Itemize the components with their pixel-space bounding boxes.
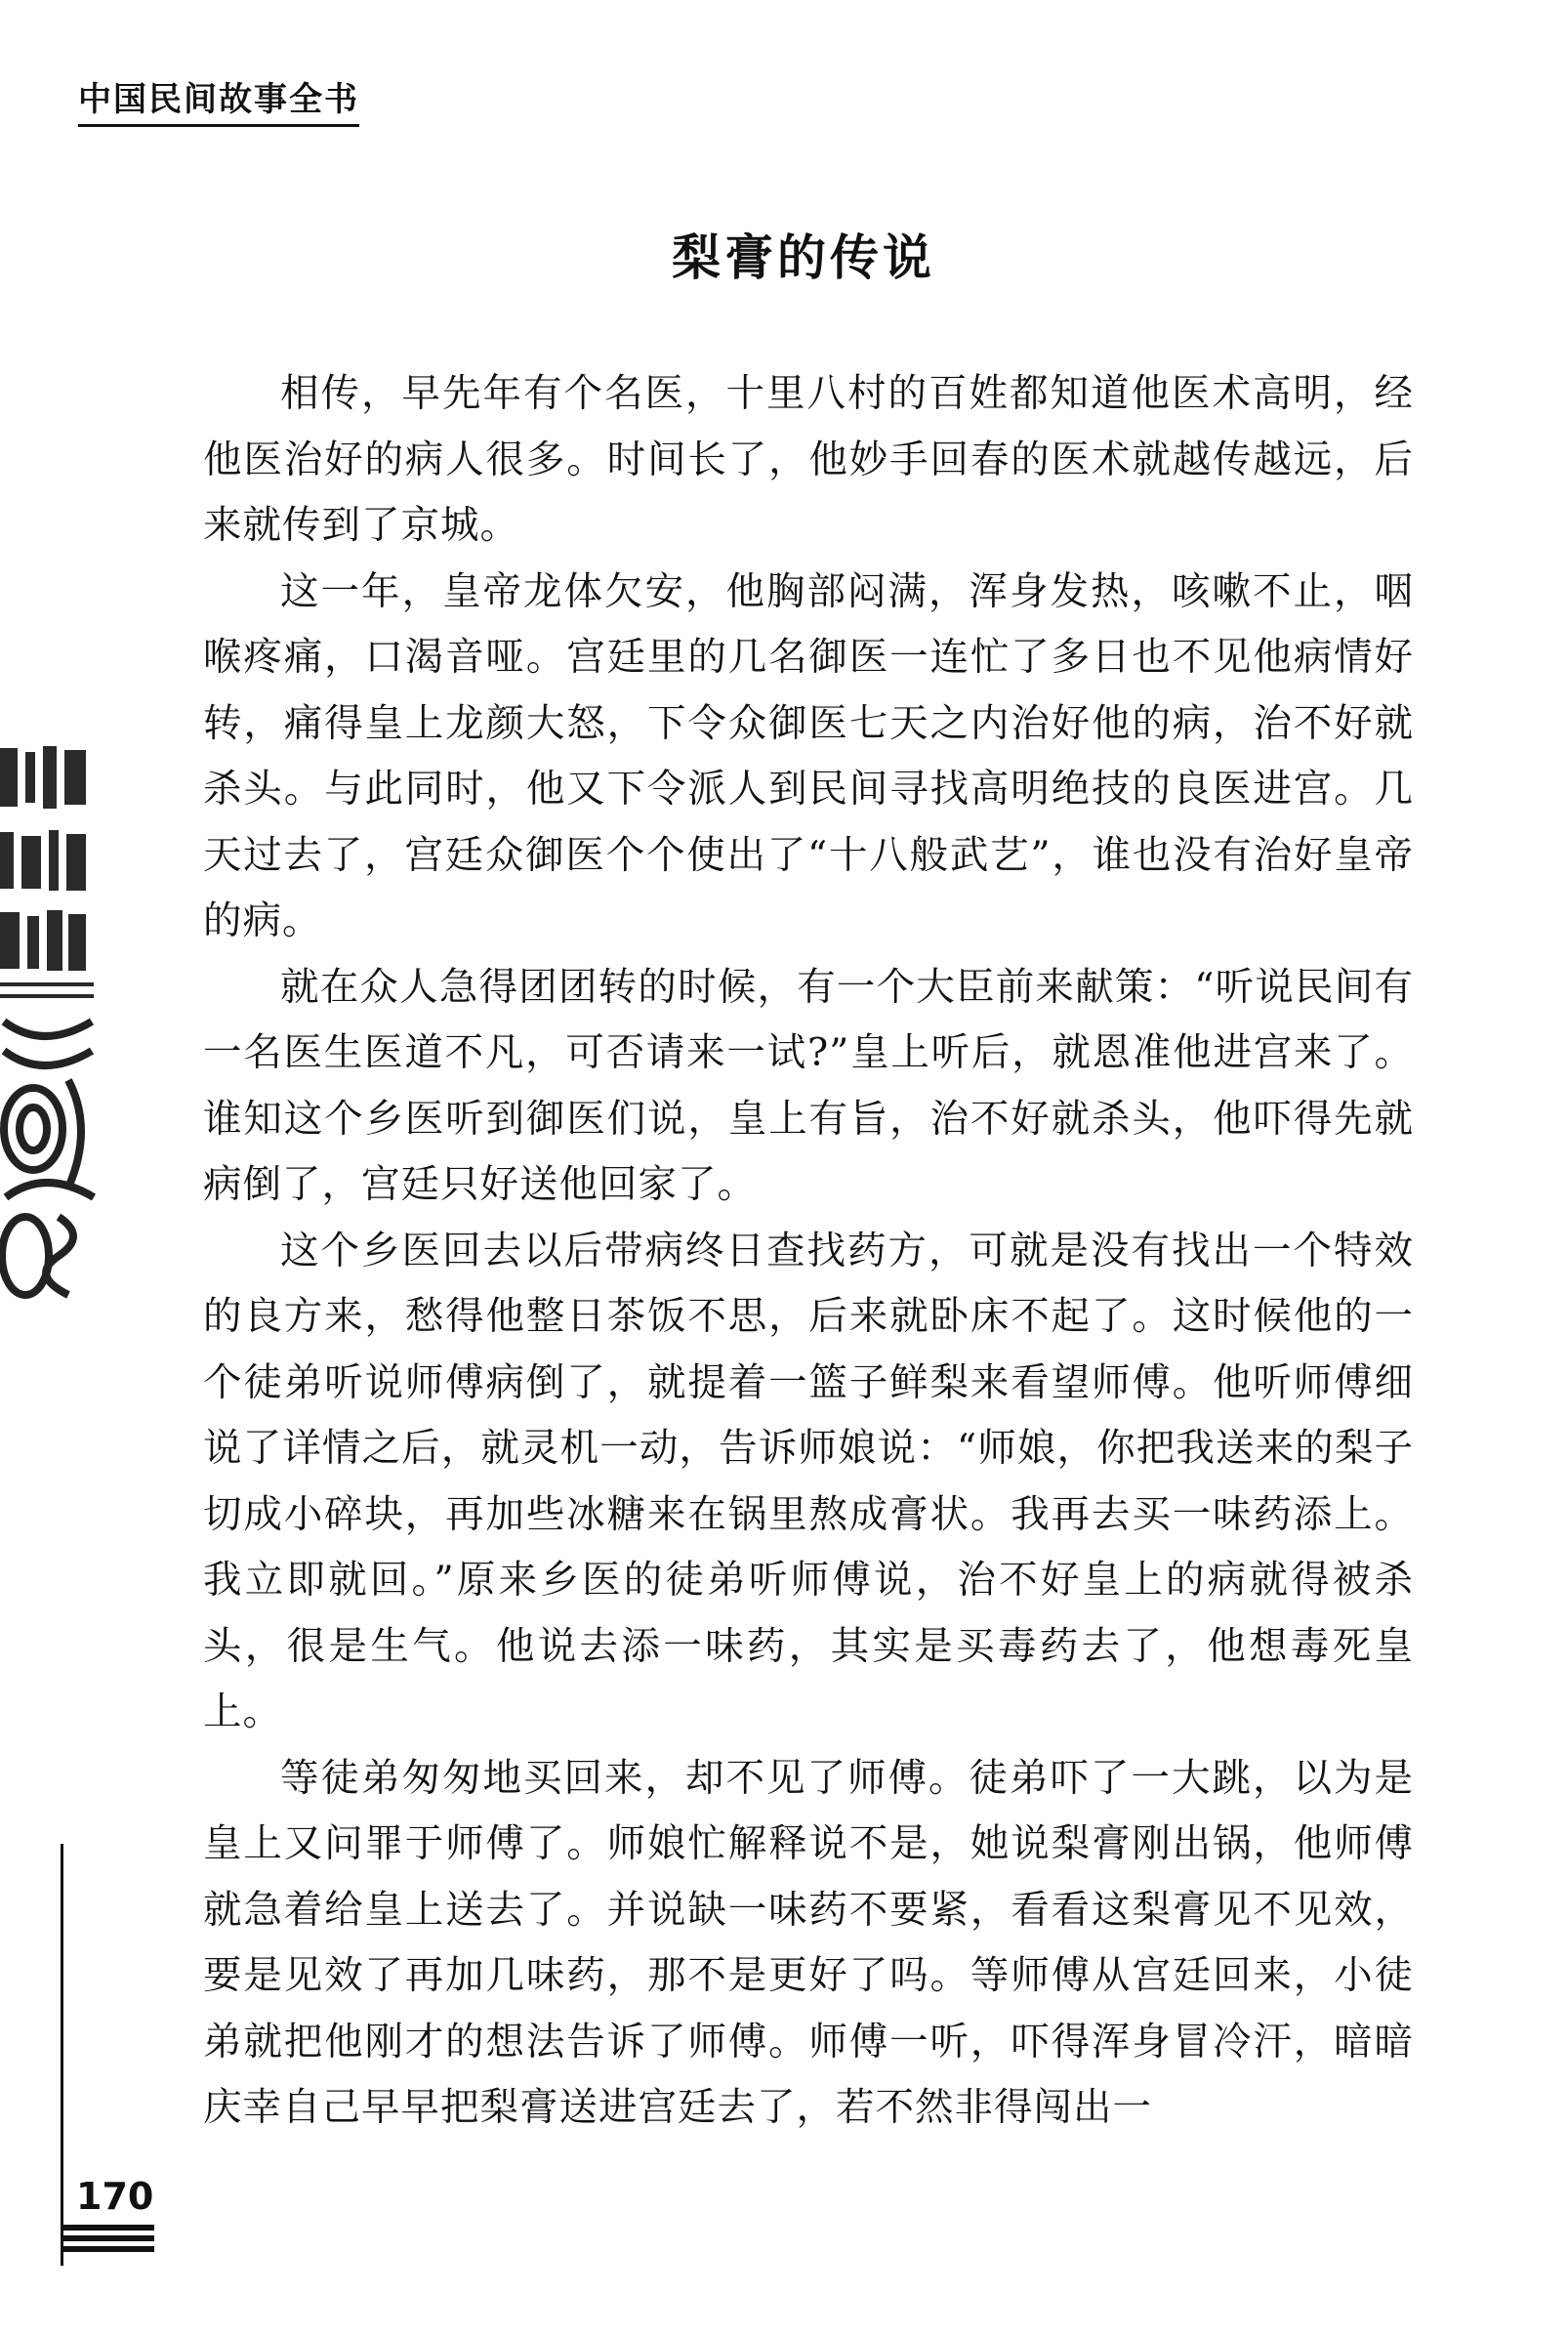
paragraph: 就在众人急得团团转的时候，有一个大臣前来献策：“听说民间有一名医生医道不凡，可否请来一试?”皇上听后，就恩准他进宫来了。谁知这个乡医听到御医们说，皇上有旨，治不好就杀头，他吓得先就病倒了，宫廷只好送他回家了。 [203, 964, 1414, 1207]
page-number-bars [62, 2225, 154, 2257]
paragraph: 这一年，皇帝龙体欠安，他胸部闷满，浑身发热，咳嗽不止，咽喉疼痛，口渴音哑。宫廷里的几名御医一连忙了多日也不见他病情好转，痛得皇上龙颜大怒，下令众御医七天之内治好他的病，治不好就杀头。与此同时，他又下令派人到民间寻找高明绝技的良医进宫。几天过去了，宫廷众御医个个使出了“十八般武艺”，谁也没有治好皇帝的病。 [203, 568, 1414, 943]
story-title: 梨膏的传说 [672, 229, 935, 286]
heritage-project-emblem-icon [0, 738, 98, 1305]
story-body [203, 361, 1414, 2142]
paragraph: 等徒弟匆匆地买回来，却不见了师傅。徒弟吓了一大跳，以为是皇上又问罪于师傅了。师娘忙解释说不是，她说梨膏刚出锅，他师傅就急着给皇上送去了。并说缺一味药不要紧，看看这梨膏见不见效，要是见效了再加几味药，那不是更好了吗。等师傅从宫廷回来，小徒弟就把他刚才的想法告诉了师傅。师傅一听，吓得浑身冒冷汗，暗暗庆幸自己早早把梨膏送进宫廷去了，若不然非得闯出一 [203, 1755, 1414, 2130]
page-number: 170 [76, 2175, 154, 2218]
paragraph: 这个乡医回去以后带病终日查找药方，可就是没有找出一个特效的良方来，愁得他整日茶饭不思，后来就卧床不起了。这时候他的一个徒弟听说师傅病倒了，就提着一篮子鲜梨来看望师傅。他听师傅细说了详情之后，就灵机一动，告诉师娘说：“师娘，你把我送来的梨子切成小碎块，再加些冰糖来在锅里熬成膏状。我再去买一味药添上。我立即就回。”原来乡医的徒弟听师傅说，治不好皇上的病就得被杀头，很是生气。他说去添一味药，其实是买毒药去了，他想毒死皇上。 [203, 1228, 1414, 1734]
paragraph: 相传，早先年有个名医，十里八村的百姓都知道他医术高明，经他医治好的病人很多。时间长了，他妙手回春的医术就越传越远，后来就传到了京城。 [203, 371, 1414, 548]
series-title: 中国民间故事全书 [78, 78, 359, 127]
page-rule [61, 1844, 63, 2266]
